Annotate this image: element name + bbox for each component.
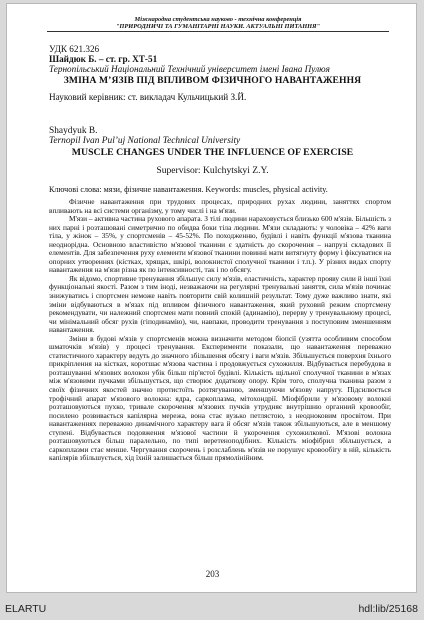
viewer-footer (0, 601, 424, 620)
author-ua: Шайдюк Б. – ст. гр. ХТ-51 (49, 54, 158, 64)
udk-code: УДК 621.326 (49, 44, 100, 54)
title-en: MUSCLE CHANGES UNDER THE INFLUENCE OF EXERCISE (71, 147, 354, 158)
keywords: Ключові слова: мязи, фізичне навантаження. Keywords: muscles, physical activity. (49, 185, 328, 194)
conference-header-line1: Міжнародна студентська науково - технічна конференція (134, 16, 302, 23)
institution-en: Ternopil Ivan Pul’uj National Technical University (49, 136, 241, 146)
page-number: 203 (205, 569, 220, 579)
supervisor-en: Supervisor: Kulchytskyi Z.Y. (156, 165, 269, 176)
institution-ua: Тернопільський Національний Технічний університет імені Івана Пулюя (49, 64, 330, 74)
paragraph: Зміни в будові м'язів у спортсменів можна визначити методом біопсії (узятта особливим способом шматочків м'язів) у процесі тренування. Експерименти показали, що навантаження переважно статистичного характеру ведуть до значного збільшення обсягу і ваги м'язів. Збільшується поверхня їхнього прикріплення на кістках, коротшає м'язова частина і продовжується сухожилля. Відбувається перебудова в розташуванні м'язових волокон убік більш пір'ястої будівлі. Кількість щільної сполучної тканини в м'язах між м'язовими пучками збільшується, що створює додаткову опору. Крім того, сполучна тканина разом з своїх фізичних якостей значно протистоїть розтягуванню, зменшуючи м'язову напругу. Підсилюється трофічний апарат м'язового волокна: ядра, саркоплазма, мітохондрії. Міофібрили у м'язовому волокні розташовуються пухко, тривале скорочення м'язових пучків утрудняє внутрішню органний кровообіг, посилено розвивається капілярна мережа, вона стає вузько петлястою, з неодноковим просвітом. При навантаженнях переважно динамічного характеру вага й обсяг м'язів також збільшуються, але в меншому ступені. Відбувається подовження м'язової частини й укорочення сухожилкової. М'язові волокна розташовуються більш паралельно, по типі веретеноподібних. Кількість міофібрил збільшується, а саркоплазми стає менше. Чергування скорочень і розслаблень м'язів не порушує кровообігу в ній, кількість капілярів збільшується, хід їхній залишається більш прямолінійним. (49, 333, 391, 463)
paragraph: М'язи – активна частина рухового апарата. З тілі людини нараховується близько 600 м'язів. Більшість з них парні і розташовані симетрично по обидва боки тіла людини. М'язи складають: у чоловіка – 42% ваги тіла, у жінок – 35%, у спортсменів – 45-52%. По походженню, будівлі і навіть функції м'язова тканина неоднорідна. Основною властивістю м'язової тканини є здатність до скорочення – напрузі складових її елементів. Для забезпечення руху елементи м'язової тканини повинні мати витягнуту форму і фіксуватися на опорних утвореннях (кістках, хрящах, шкірі, волокнистої сполучної тканини і т.п.). У різних видах спорту навантаження на м'язи різна як по інтенсивності, так і по обсягу. (49, 214, 391, 275)
header-divider (47, 31, 389, 32)
repository-name: ELARTU (5, 603, 47, 615)
conference-header-line2: "ПРИРОДНИЧІ ТА ГУМАНІТАРНІ НАУКИ. АКТУАЛЬНІ ПИТАННЯ" (115, 23, 321, 30)
author-en: Shaydyuk B. (49, 126, 98, 136)
handle-id: hdl:lib/25168 (358, 603, 418, 615)
document-page (6, 3, 417, 593)
paragraph: Як відомо, спортивне тренування збільшує силу м'язів, еластичність, характер прояву сили й інші їхні функціональні якості. Разом з тим іноді, незважаючи на регулярні тренувальні заняття, сила м'язів починає знижуватись і спортсмен неможе навіть повторити свій колишній результат. Тому дуже важливо знати, які зміни відбуваються в м'язах під впливом фізичного навантаження, який руховий режим спортсмену рекомендувати, чи належний спортсмен мати повний спокій (адинамію), перерву у тренувальному процесі, чи мінімальний обсяг рухів (гіподинамію), чи, навпаки, проводити тренування з поступовим зменшенням навантаження. (49, 273, 391, 335)
supervisor-ua: Науковий керівник: ст. викладач Кульчицький З.Й. (49, 92, 247, 102)
title-ua: ЗМІНА М’ЯЗІВ ПІД ВПЛИВОМ ФІЗИЧНОГО НАВАНТАЖЕННЯ (63, 75, 362, 86)
paragraph: Фізичне навантаження при трудових процесах, природних рухах людини, заняттях спортом впливають на всі системи організму, у тому числі і на м'язи. (49, 197, 391, 215)
article-body (49, 198, 391, 463)
